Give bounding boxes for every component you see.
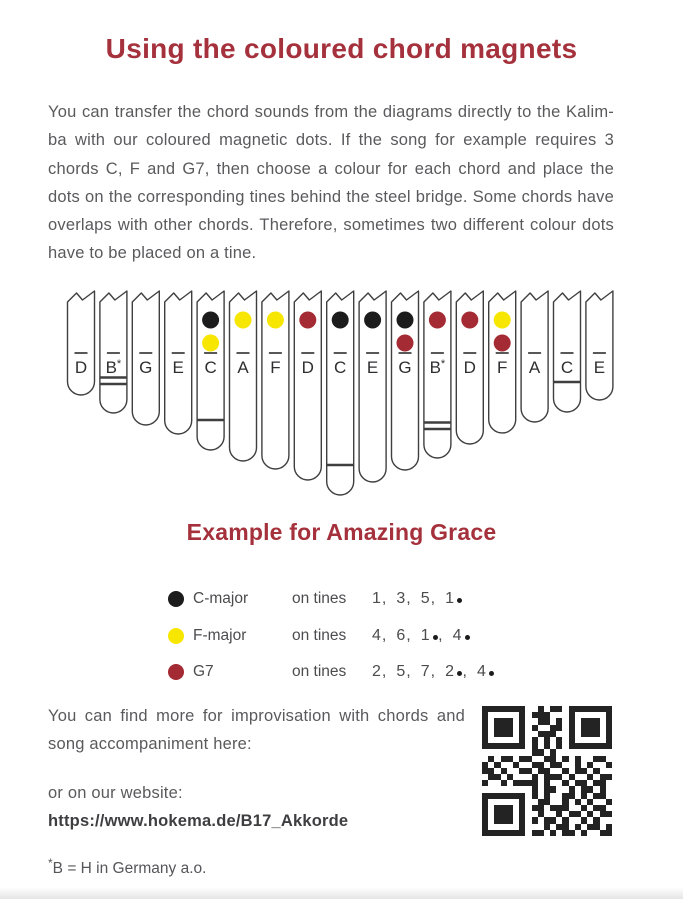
legend-tine-numbers — [372, 663, 503, 681]
more-info-paragraph — [48, 702, 465, 758]
tine-12-b — [424, 291, 451, 458]
legend-chord-name: C-major — [193, 590, 249, 608]
chord-magnet-dot-yellow — [494, 312, 511, 329]
page-title: Using the coloured chord magnets — [105, 33, 578, 64]
tine-8-d — [294, 291, 321, 480]
chord-magnet-dot-black — [332, 312, 349, 329]
tine-label: D — [74, 358, 88, 377]
kalimba-tines-svg — [64, 285, 620, 500]
intro-line: dots on the corresponding tines behind the steel bridge. Some chords have — [48, 187, 614, 206]
legend-tine-number: 2, — [372, 663, 388, 681]
footnote — [48, 856, 206, 878]
tine-15-a — [521, 291, 548, 422]
legend-tine-number: 3, — [396, 590, 412, 608]
tine-7-f — [262, 291, 289, 469]
tine-label: C — [560, 358, 574, 377]
tine-body — [68, 291, 95, 395]
more-info-line: You can find more for improvisation with chords and — [48, 707, 465, 725]
tine-1-d — [68, 291, 95, 395]
chord-magnet-dot-yellow — [202, 335, 219, 352]
tine-body — [521, 291, 548, 422]
tine-14-f — [489, 291, 516, 433]
tine-label: E — [593, 358, 606, 377]
tine-5-c — [197, 291, 224, 450]
tine-label: A — [528, 358, 541, 377]
octave-dot — [489, 671, 494, 676]
intro-line: chords C, F and G7, then choose a colour for each chord and place the — [48, 159, 614, 178]
octave-dot — [457, 671, 462, 676]
chord-legend — [168, 581, 503, 691]
tine-13-d — [456, 291, 483, 444]
legend-color-dot — [168, 591, 184, 607]
footnote-asterisk: * — [48, 856, 53, 870]
legend-on-tines-label: on tines — [292, 626, 347, 644]
tine-11-g — [392, 291, 419, 470]
website-url-link[interactable]: https://www.hokema.de/B17_Akkorde — [48, 812, 349, 830]
qr-code — [482, 706, 612, 836]
page-bottom-shadow — [0, 887, 683, 899]
more-info-line: song accompaniment here: — [48, 735, 252, 753]
chord-magnet-dot-black — [202, 312, 219, 329]
octave-dot — [457, 598, 462, 603]
tine-label: B* — [105, 358, 122, 377]
legend-tine-number: 6, — [396, 626, 412, 644]
tine-2-b — [100, 291, 127, 413]
legend-tine-number: 1 — [445, 590, 462, 608]
tine-label: F — [497, 358, 508, 377]
legend-tine-number: 7, — [420, 663, 437, 681]
tine-label: C — [204, 358, 217, 377]
chord-magnet-dot-yellow — [235, 312, 252, 329]
octave-dot — [433, 635, 438, 640]
chord-magnet-dot-red — [461, 312, 478, 329]
legend-tine-number: 4 — [453, 627, 470, 645]
octave-dot — [465, 635, 470, 640]
legend-tine-numbers — [372, 627, 479, 645]
website-label: or on our website: — [48, 784, 183, 802]
tine-10-e — [359, 291, 386, 482]
legend-row-f-major — [168, 618, 503, 655]
tine-label: C — [334, 358, 347, 377]
more-info-block — [48, 702, 465, 835]
tine-17-e — [586, 291, 613, 400]
chord-magnet-dot-red — [299, 312, 316, 329]
chord-magnet-dot-yellow — [267, 312, 284, 329]
intro-line: have to be placed on a tine. — [48, 244, 257, 263]
tine-label: B* — [429, 358, 446, 377]
tine-body — [100, 291, 127, 413]
tine-label: D — [301, 358, 314, 377]
kalimba-diagram — [64, 285, 620, 500]
legend-tine-number: 5, — [396, 663, 412, 681]
legend-tine-number: 2 , — [445, 663, 468, 681]
legend-tine-numbers — [372, 590, 471, 608]
chord-magnet-dot-red — [397, 335, 414, 352]
legend-color-dot — [168, 664, 184, 680]
legend-row-c-major — [168, 581, 503, 618]
footnote-text: B = H in Germany a.o. — [52, 860, 207, 877]
legend-row-g7 — [168, 654, 503, 691]
legend-on-tines-label: on tines — [292, 590, 347, 608]
legend-tine-number: 1 , — [420, 626, 444, 644]
legend-tine-number: 5, — [420, 590, 437, 608]
tine-label: G — [398, 358, 412, 377]
tine-label: E — [172, 358, 184, 377]
legend-chord-name: G7 — [193, 663, 214, 681]
tine-4-e — [165, 291, 192, 434]
tine-label: E — [366, 358, 379, 377]
intro-line: ba with our coloured magnetic dots. If the song for example requires 3 — [48, 131, 614, 150]
tine-6-a — [230, 291, 257, 461]
tine-body — [586, 291, 613, 400]
tine-label: D — [463, 358, 476, 377]
legend-chord-name: F-major — [193, 626, 247, 644]
legend-tine-number: 4 — [477, 663, 494, 681]
chord-magnet-dot-black — [364, 312, 381, 329]
legend-on-tines-label: on tines — [292, 663, 347, 681]
legend-tine-number: 1, — [372, 590, 388, 608]
legend-color-dot — [168, 628, 184, 644]
intro-paragraph — [48, 98, 614, 268]
tine-9-c — [327, 291, 354, 495]
tine-label: A — [237, 358, 249, 377]
chord-magnet-dot-red — [494, 335, 511, 352]
intro-line: overlaps with other chords. Therefore, sometimes two different colour dots — [48, 216, 614, 235]
tine-16-c — [554, 291, 581, 412]
tine-label: F — [270, 358, 281, 377]
intro-line: You can transfer the chord sounds from the diagrams directly to the Kalim- — [48, 103, 614, 121]
legend-tine-number: 4, — [372, 626, 388, 644]
chord-magnet-dot-red — [429, 312, 446, 329]
tine-body — [554, 291, 581, 412]
example-title: Example for Amazing Grace — [186, 519, 497, 545]
tine-3-g — [132, 291, 159, 425]
chord-magnet-dot-black — [397, 312, 414, 329]
tine-label: G — [139, 358, 153, 377]
